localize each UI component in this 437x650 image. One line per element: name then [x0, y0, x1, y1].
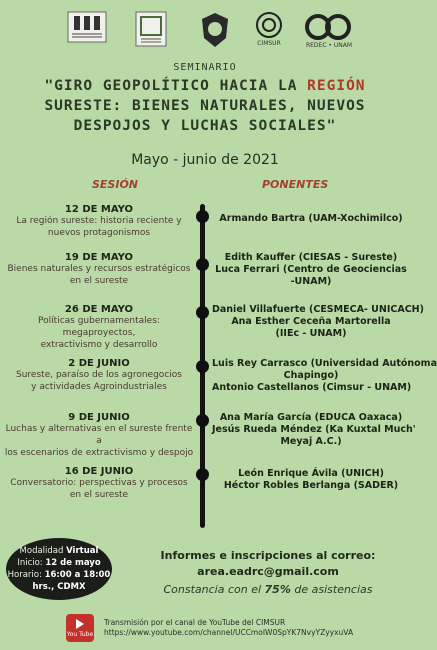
session-item — [4, 412, 194, 459]
session-title-line: en el sureste — [69, 276, 129, 286]
schedule-value: 16:00 a 18:00 — [44, 570, 111, 580]
speaker-line: Jesús Rueda Méndez (Ka Kuxtal Much' — [212, 424, 416, 435]
session-date: 19 DE MAYO — [64, 252, 134, 263]
session-item — [4, 304, 194, 351]
unam-seal-graphic — [200, 12, 230, 48]
timeline-dot — [196, 468, 209, 481]
session-title-line: Luchas y alternativas en el sureste frente a — [5, 424, 193, 446]
speaker-line: Chapingo) — [283, 370, 339, 381]
speaker-line: (IIEc - UNAM) — [275, 328, 347, 339]
speaker-line: Meyaj A.C.) — [280, 436, 342, 447]
session-title-line: Sureste, paraíso de los agronegocios — [16, 370, 182, 380]
speaker-line: Armando Bartra (UAM-Xochimilco) — [219, 213, 403, 224]
speakers-block — [212, 412, 416, 448]
session-date: 2 DE JUNIO — [68, 358, 130, 369]
start-label: Inicio: — [17, 558, 46, 568]
registration-info: Informes e inscripciones al correo: — [160, 549, 376, 562]
unam-institute-logo — [68, 12, 106, 42]
stream-info — [104, 618, 404, 638]
redec-logo — [304, 14, 354, 49]
cesmeca-logo — [136, 12, 166, 46]
session-title-line: Políticas gubernamentales: megaproyectos, — [38, 316, 160, 338]
session-date: 12 DE MAYO — [64, 204, 134, 215]
speaker-line: León Enrique Ávila (UNICH) — [238, 468, 384, 479]
unam-institute-logo-graphic — [68, 12, 106, 42]
stream-text: Transmisión por el canal de YouTube del CIMSUR — [104, 618, 286, 627]
session-item — [4, 358, 194, 393]
modality-value: Virtual — [66, 546, 99, 556]
stream-url[interactable]: https://www.youtube.com/channel/UCCmoIW0SpYK7NvyYZyyxuVA — [104, 628, 354, 637]
title-part-a: "GIRO GEOPOLÍTICO HACIA LA — [44, 78, 308, 94]
certificate-text-end: de asistencias — [290, 583, 373, 596]
session-item — [4, 466, 194, 501]
timeline-dot — [196, 210, 209, 223]
speakers-block — [212, 358, 437, 394]
timeline-dot — [196, 360, 209, 373]
seminar-title — [16, 76, 394, 136]
timezone-value: hrs., CDMX — [32, 582, 86, 592]
seminar-label: SEMINARIO — [173, 62, 237, 73]
start-value: 12 de mayo — [45, 558, 101, 568]
speakers-block — [212, 252, 410, 288]
cesmeca-logo-graphic — [136, 12, 166, 46]
timeline-dot — [196, 258, 209, 271]
title-part-b: REGIÓN — [307, 78, 366, 94]
session-title-line: en el sureste — [69, 490, 129, 500]
session-title-line: los escenarios de extractivismo y despojo — [4, 448, 194, 458]
schedule-line — [6, 569, 112, 581]
redec-caption: REDEC • UNAM — [305, 42, 353, 49]
session-item — [4, 252, 194, 287]
date-range: Mayo - junio de 2021 — [131, 152, 279, 168]
timeline-dot — [196, 414, 209, 427]
session-title-line: nuevos protagonismos — [47, 228, 151, 238]
modality-line — [6, 545, 112, 557]
session-title-line: Bienes naturales y recursos estratégicos — [7, 264, 191, 274]
title-part-d: DESPOJOS Y LUCHAS SOCIALES" — [73, 118, 337, 134]
logo-strip — [0, 12, 410, 56]
schedule-label: Horario: — [7, 570, 45, 580]
redec-logo-graphic — [304, 14, 354, 40]
speakers-block — [212, 213, 410, 225]
timeline-dot — [196, 306, 209, 319]
speaker-line: Edith Kauffer (CIESAS - Sureste) — [224, 252, 398, 263]
play-icon — [76, 619, 84, 629]
certificate-text: Constancia con el — [163, 583, 265, 596]
certificate-percent: 75% — [264, 583, 291, 596]
registration-email[interactable]: area.eadrc@gmail.com — [197, 565, 339, 578]
speaker-line: Héctor Robles Berlanga (SADER) — [223, 480, 399, 491]
session-title-line: Conversatorio: perspectivas y procesos — [10, 478, 188, 488]
cimsur-logo — [256, 12, 282, 47]
speakers-block — [212, 304, 424, 340]
speaker-line: Ana María García (EDUCA Oaxaca) — [219, 412, 403, 423]
cimsur-logo-graphic — [256, 12, 282, 38]
session-date: 26 DE MAYO — [64, 304, 134, 315]
speaker-line: -UNAM) — [290, 276, 332, 287]
speaker-line: Luca Ferrari (Centro de Geociencias — [215, 264, 407, 275]
speaker-line: Luis Rey Carrasco (Universidad Autónoma — [212, 358, 437, 369]
youtube-label: You Tube — [66, 630, 94, 638]
session-header: SESIÓN — [92, 178, 139, 191]
title-part-c: SURESTE: BIENES NATURALES, NUEVOS — [44, 98, 366, 114]
speaker-line: Ana Esther Ceceña Martorella — [231, 316, 391, 327]
session-title-line: La región sureste: historia reciente y — [16, 216, 182, 226]
certificate-note — [126, 583, 410, 596]
speakers-block — [212, 468, 410, 492]
session-date: 16 DE JUNIO — [64, 466, 134, 477]
speaker-line: Antonio Castellanos (Cimsur - UNAM) — [212, 382, 412, 393]
session-title-line: extractivismo y desarrollo — [40, 340, 158, 350]
youtube-icon[interactable] — [66, 614, 94, 642]
speaker-line: Daniel Villafuerte (CESMECA- UNICACH) — [212, 304, 424, 315]
modality-label: Modalidad — [19, 546, 67, 556]
session-item — [4, 204, 194, 239]
start-line — [6, 557, 112, 569]
speakers-header: PONENTES — [262, 178, 329, 191]
session-date: 9 DE JUNIO — [68, 412, 130, 423]
modality-badge — [6, 538, 112, 600]
session-title-line: y actividades Agroindustriales — [31, 382, 167, 392]
timezone-line — [6, 581, 112, 593]
cimsur-caption: CIMSUR — [257, 40, 281, 47]
unam-seal-logo — [200, 12, 230, 48]
